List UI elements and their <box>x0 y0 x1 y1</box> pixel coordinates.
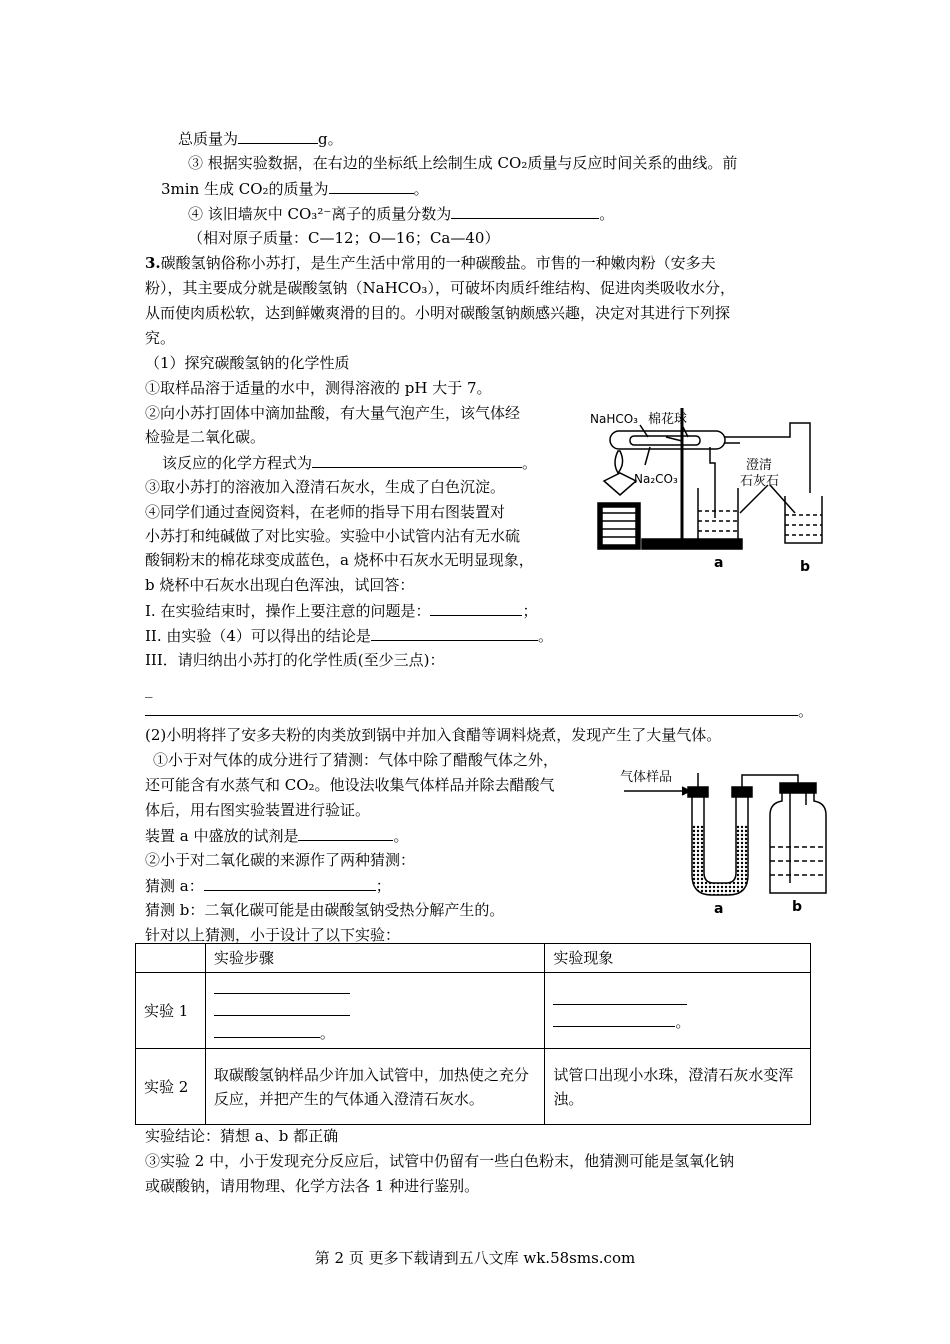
question-III: III．请归纳出小苏打的化学性质(至少三点)： <box>145 651 445 669</box>
unit-label: g。 <box>318 130 343 148</box>
guess-a <box>145 875 391 896</box>
heating-apparatus-diagram <box>590 403 830 575</box>
exp1-label: 实验 1 <box>136 973 206 1049</box>
s1-item4a: ④同学们通过查阅资料，在老师的指导下用右图装置对 <box>145 503 506 521</box>
phenomena-header: 实验现象 <box>545 944 811 973</box>
answer-blank[interactable] <box>329 178 414 194</box>
clear-label: 澄清 <box>746 458 773 473</box>
q3-intro-line2: 粉），其主要成分就是碳酸氢钠（NaHCO₃），可破坏肉质纤维结构、促进肉类吸收水分， <box>145 279 735 297</box>
device-b-fig-label: b <box>792 899 803 915</box>
answer-blank[interactable] <box>298 825 393 841</box>
q3-line2-text: 3min 生成 CO₂的质量为 <box>161 180 329 198</box>
period: 。 <box>599 205 615 223</box>
na2co3-label: Na₂CO₃ <box>634 472 678 486</box>
beaker-a-label: a <box>714 555 724 571</box>
answer-blank[interactable] <box>214 1000 350 1016</box>
period: 。 <box>319 1023 335 1042</box>
table-row-exp1 <box>136 973 811 1049</box>
answer-blank[interactable] <box>214 978 350 994</box>
answer-blank[interactable] <box>553 1011 675 1027</box>
question-II-text: II. 由实验（4）可以得出的结论是 <box>145 627 371 645</box>
steps-header: 实验步骤 <box>205 944 544 973</box>
q4-line <box>188 203 614 224</box>
apparatus-figure-1 <box>590 403 830 575</box>
exp2-steps-cell: 取碳酸氢钠样品少许加入试管中，加热使之充分反应，并把产生的气体通入澄清石灰水。 <box>205 1049 544 1125</box>
s1-item4d: b 烧杯中石灰水出现白色浑浊，试回答： <box>145 576 415 594</box>
s1-item1: ①取样品溶于适量的水中，测得溶液的 pH 大于 7。 <box>145 379 492 397</box>
answer-blank[interactable] <box>451 203 599 219</box>
s1-item4b: 小苏打和纯碱做了对比实验。实验中小试管内沾有无水硫 <box>145 527 521 545</box>
gas-test-diagram <box>620 765 830 915</box>
answer-blank[interactable] <box>238 128 318 144</box>
device-a-fig-label: a <box>714 901 724 915</box>
table-corner-cell <box>136 944 206 973</box>
section1-title: （1）探究碳酸氢钠的化学性质 <box>145 354 350 372</box>
period: 。 <box>675 1012 691 1031</box>
semicolon: ； <box>375 877 391 895</box>
answer-blank[interactable] <box>204 875 376 891</box>
q3-intro-line1 <box>145 253 716 273</box>
exp1-result-cell[interactable] <box>545 973 811 1049</box>
period: 。 <box>537 627 553 645</box>
device-a-reagent <box>145 825 409 846</box>
semicolon: ； <box>522 602 538 620</box>
device-a-label: 装置 a 中盛放的试剂是 <box>145 827 299 845</box>
q3-intro-line3: 从而使肉质松软，达到鲜嫩爽滑的目的。小明对碳酸氢钠颇感兴趣，决定对其进行下列探 <box>145 304 731 322</box>
period: 。 <box>393 827 409 845</box>
gas-sample-label: 气体样品 <box>620 770 673 785</box>
q3-line1: ③ 根据实验数据，在右边的坐标纸上绘制生成 CO₂质量与反应时间关系的曲线。前 <box>188 154 738 172</box>
experiment-table <box>135 943 811 1125</box>
total-mass-line <box>178 128 343 149</box>
period: 。 <box>522 454 538 472</box>
s2-item1a: ①小于对气体的成分进行了猜测：气体中除了醋酸气体之外， <box>153 751 559 769</box>
equation-line <box>162 452 537 473</box>
answer-blank[interactable] <box>145 700 798 716</box>
exp2-label: 实验 2 <box>136 1049 206 1125</box>
period: 。 <box>413 180 429 198</box>
page-footer: 第 2 页 更多下载请到五八文库 wk.58sms.com <box>314 1249 636 1267</box>
section2-intro: (2)小明将拌了安多夫粉的肉类放到锅中并加入食醋等调料烧煮，发现产生了大量气体。 <box>145 726 722 744</box>
exp2-result-cell: 试管口出现小水珠，澄清石灰水变浑浊。 <box>545 1049 811 1125</box>
beaker-b-label: b <box>800 559 811 575</box>
atomic-mass-note: （相对原子质量：C—12；O—16；Ca—40） <box>188 229 500 247</box>
answer-blank[interactable] <box>214 1022 320 1038</box>
nahco3-label: NaHCO₃ <box>590 412 638 426</box>
s1-item3: ③取小苏打的溶液加入澄清石灰水，生成了白色沉淀。 <box>145 478 506 496</box>
apparatus-figure-2 <box>620 765 830 915</box>
question-II <box>145 625 553 646</box>
table-row-exp2 <box>136 1049 811 1125</box>
s2-item3b: 或碳酸钠，请用物理、化学方法各 1 种进行鉴别。 <box>145 1177 480 1195</box>
design-line: 针对以上猜测，小于设计了以下实验： <box>145 926 401 944</box>
exp1-steps-cell[interactable] <box>205 973 544 1049</box>
answer-blank[interactable] <box>553 989 687 1005</box>
cotton-label: 棉花球 <box>648 412 688 427</box>
guess-a-label: 猜测 a： <box>145 877 204 895</box>
dash-blank[interactable]: _ <box>145 680 153 698</box>
limewater-label: 石灰石 <box>740 474 780 489</box>
question-I-text: I. 在实验结束时，操作上要注意的问题是： <box>145 602 431 620</box>
s2-item1b: 还可能含有水蒸气和 CO₂。他设法收集气体样品并除去醋酸气 <box>145 776 555 794</box>
answer-blank[interactable] <box>371 625 538 641</box>
s1-item2b: 检验是二氧化碳。 <box>145 428 266 446</box>
q4-text: ④ 该旧墙灰中 CO₃²⁻离子的质量分数为 <box>188 205 452 223</box>
question-number: 3. <box>145 254 161 272</box>
q3-line2 <box>161 178 429 199</box>
experiment-conclusion: 实验结论：猜想 a、b 都正确 <box>145 1127 339 1145</box>
answer-blank[interactable] <box>312 452 522 468</box>
s2-item1c: 体后，用右图实验装置进行验证。 <box>145 801 371 819</box>
s1-item4c: 酸铜粉末的棉花球变成蓝色，a 烧杯中石灰水无明显现象， <box>145 551 534 569</box>
guess-b: 猜测 b：二氧化碳可能是由碳酸氢钠受热分解产生的。 <box>145 901 505 919</box>
s2-item2: ②小于对二氧化碳的来源作了两种猜测： <box>145 851 416 869</box>
s2-item3a: ③实验 2 中，小于发现充分反应后，试管中仍留有一些白色粉末，他猜测可能是氢氧化钠 <box>145 1152 735 1170</box>
q3-intro-line4: 究。 <box>145 329 176 347</box>
period: 。 <box>798 702 814 720</box>
long-answer-line[interactable] <box>145 700 813 721</box>
equation-label: 该反应的化学方程式为 <box>162 454 313 472</box>
question-I <box>145 600 537 621</box>
s1-item2a: ②向小苏打固体中滴加盐酸，有大量气泡产生，该气体经 <box>145 404 521 422</box>
total-mass-label: 总质量为 <box>178 130 239 148</box>
intro-text: 碳酸氢钠俗称小苏打，是生产生活中常用的一种碳酸盐。市售的一种嫩肉粉（安多夫 <box>160 254 716 272</box>
answer-blank[interactable] <box>430 600 522 616</box>
table-header-row <box>136 944 811 973</box>
